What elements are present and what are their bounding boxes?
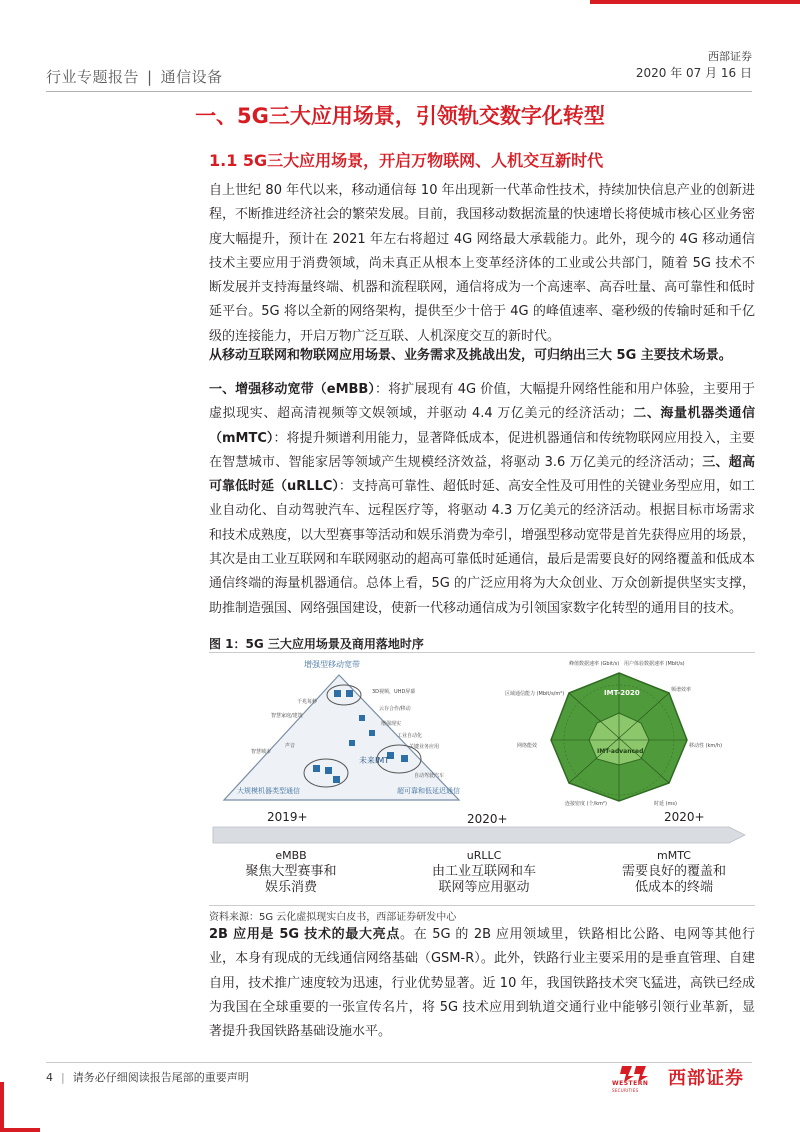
paragraph-intro: 自上世纪 80 年代以来，移动通信每 10 年出现新一代革命性技术，持续加快信息产业的创新进程，不断推进经济社会的繁荣发展。目前，我国移动数据流量的快速增长将使城市核心区业务密度大幅提升，预计在 2021 年左右将超过 4G 网络最大承载能力。此外，现今的 4G 移动通信技术主要应用于消费领域，尚未真正从根本上变革经济体的工业或公共部门，随着 5G 技术不断发展并支持海量终端、机器和流程联网，通信将成为一个高速率、高吞吐量、高可靠性和低时延平台。5G 将以全新的网络架构，提供至少十倍于 4G 的峰值速率、毫秒级的传输时延和千亿级的连接能力，开启万物广泛互联、人机深度交互的新时代。 [209,183,756,344]
figure-top-rule [209,652,755,653]
scenario-mmtc-label: 二、海量机器类通信（mMTC） [209,406,755,446]
header-date: 2020 年 07 月 16 日 [635,66,752,80]
tri-label-8: 关键业务应用 [409,744,440,750]
corner-accent-bottom [0,1082,4,1132]
tri-label-3: 云存合作/移动 [379,706,411,712]
caption-embb-line1: 聚焦大型赛事和 [245,864,337,879]
scenario-embb-label: 一、增强移动宽带（eMBB） [209,382,376,397]
caption-mmtc-line1: 需要良好的覆盖和 [621,864,727,879]
tri-icon-9 [369,730,375,736]
corner-accent-top [590,0,800,4]
caption-urllc-line2: 联网等应用驱动 [438,880,530,895]
page-number: 4 [46,1071,53,1084]
tri-label-1: 3D视频，UHD屏幕 [372,689,416,695]
tri-center-label: 未来IMT [359,756,390,765]
logo-cn-text: 西部证券 [668,1068,744,1089]
tri-icon-2 [346,690,353,697]
paragraph-summary [209,344,755,368]
scenario-urllc-label: 三、超高可靠低时延（uRLLC） [209,454,755,495]
timeline-year-1: 2019+ [267,810,308,824]
logo-en-text: WESTERN [612,1080,649,1087]
paragraph-scenarios [209,378,755,621]
paragraph-2b-text: 。在 5G 的 2B 应用领域里，铁路相比公路、电网等其他行业，本身有现成的无线通信网络基础（GSM-R）。此外，铁路行业主要采用的是垂直管理、自建自用，技术推广速度较为迅速，行业优势显著。近 10 年，我国铁路技术突飞猛进，高铁已经成为我国在全球重要的一张宣传名片，将 5G 技术应用到轨道交通行业中能够引领行业革新，显著提升我国铁路基础设施水平。 [209,927,755,1040]
caption-mmtc-title: mMTC [657,849,691,862]
triangle-shape [224,675,459,800]
radar-inner-label: IMT-advanced [597,748,644,755]
tri-label-7: 声音 [285,743,296,749]
paragraph-2b [209,923,755,1044]
paragraph-2b-bold: 2B 应用是 5G 技术的最大亮点 [209,927,401,942]
radar-label-0: 峰值数据速率 (Gbit/s) [569,661,620,667]
caption-embb-title: eMBB [275,849,307,862]
figure-svg [209,655,755,905]
header-sector: 通信设备 [160,68,223,86]
footer-bar: | [61,1071,65,1084]
figure-5g-scenarios [209,655,755,905]
scenario-mmtc-text: ：将提升频谱利用能力，显著降低成本，促进机器通信和传统物联网应用投入，主要在智慧城市、智能家居等领域产生规模经济效益，将驱动 3.6 万亿美元的经济活动； [209,430,755,470]
header-divider [46,91,752,92]
radar-diagram [505,660,722,807]
tri-label-0: 千兆每秒 [297,699,318,705]
footer-divider [46,1062,752,1063]
tri-label-9: 自动驾驶汽车 [414,773,445,779]
tri-top-label: 增强型移动宽带 [304,660,360,669]
tri-left-label: 大规模机器类型通信 [237,787,300,795]
tri-icon-7 [401,755,408,762]
radar-outer-label: IMT-2020 [604,689,640,697]
radar-label-4: 时延 (ms) [654,801,677,807]
tri-icon-4 [325,767,332,774]
figure-source: 资料来源：5G 云化虚拟现实白皮书，西部证券研发中心 [209,912,457,923]
figure-bottom-rule [209,905,755,906]
header-meta [636,48,752,82]
radar-label-2: 频谱效率 [671,687,692,693]
radar-label-1: 用户体验数据速率 (Mbit/s) [624,661,685,667]
timeline-year-3: 2020+ [664,810,705,824]
tri-icon-5 [333,776,340,783]
subsection-heading: 1.1 5G三大应用场景，开启万物联网、人机交互新时代 [209,151,604,170]
radar-label-6: 网络能效 [517,743,538,749]
footer-notice-text: 请务必仔细阅读报告尾部的重要声明 [72,1071,249,1084]
header-firm: 西部证券 [708,50,752,63]
header-category: 行业专题报告 [46,68,140,86]
tri-right-label: 超可靠和低延迟通信 [397,787,460,795]
paragraph-summary-bold: 从移动互联网和物联网应用场景、业务需求及挑战出发，可归纳出三大 5G 主要技术场景。 [209,348,732,363]
tri-label-6: 智慧城市 [251,749,272,755]
triangle-diagram [224,659,460,800]
logo-en2-text: SECURITIES [612,1088,639,1093]
caption-embb-line2: 娱乐消费 [264,880,318,895]
tri-icon-1 [334,690,341,697]
timeline-arrow [213,827,745,843]
section-heading: 一、5G三大应用场景，引领轨交数字化转型 [195,104,605,128]
scenario-embb-text: ：将扩展现有 4G 价值，大幅提升网络性能和用户体验，主要用于虚拟现实、超高清视频等文娱领域，并驱动 4.4 万亿美元的经济活动； [209,382,755,422]
scenario-captions [245,849,726,895]
radar-label-7: 区域通信能力 (Mbit/s/m²) [505,691,565,697]
tri-label-5: 工业自动化 [397,733,423,739]
caption-mmtc-line2: 低成本的终端 [634,880,714,895]
scenario-urllc-text: ：支持高可靠性、超低时延、高安全性及可用性的关键业务型应用，如工业自动化、自动驾驶汽车、远程医疗等，将驱动 4.3 万亿美元的经济活动。根据目标市场需求和技术成熟度，以大型赛事等活动和娱乐消费为牵引，增强型移动宽带是首先获得应用的场景，其次是由工业互联网和车联网驱动的超高可靠低时延通信，最后是需要良好的网络覆盖和低成本通信终端的海量机器通信。总体上看，5G 的广泛应用将为大众创业、万众创新提供坚实支撑，助推制造强国、网络强国建设，使新一代移动通信成为引领国家数字化转型的通用目的技术。 [209,479,756,616]
caption-urllc-title: uRLLC [466,849,502,862]
tri-label-2: 智慧家庭/建筑 [271,713,303,719]
radar-label-5: 连接密度 (个/km²) [565,801,607,807]
header-separator: | [147,68,153,86]
tri-icon-8 [359,715,365,721]
tri-icon-10 [349,740,355,746]
tri-label-4: 增强现实 [381,721,402,727]
caption-urllc-line1: 由工业互联网和车 [431,864,537,879]
figure-title: 图 1：5G 三大应用场景及商用落地时序 [209,637,424,651]
header-breadcrumb [46,66,223,87]
corner-accent-bottom-h [0,1128,40,1132]
timeline-year-2: 2020+ [467,812,508,826]
timeline [213,810,745,843]
footer-notice [46,1069,249,1085]
tri-icon-3 [313,765,320,772]
radar-label-3: 移动性 (km/h) [689,743,723,749]
